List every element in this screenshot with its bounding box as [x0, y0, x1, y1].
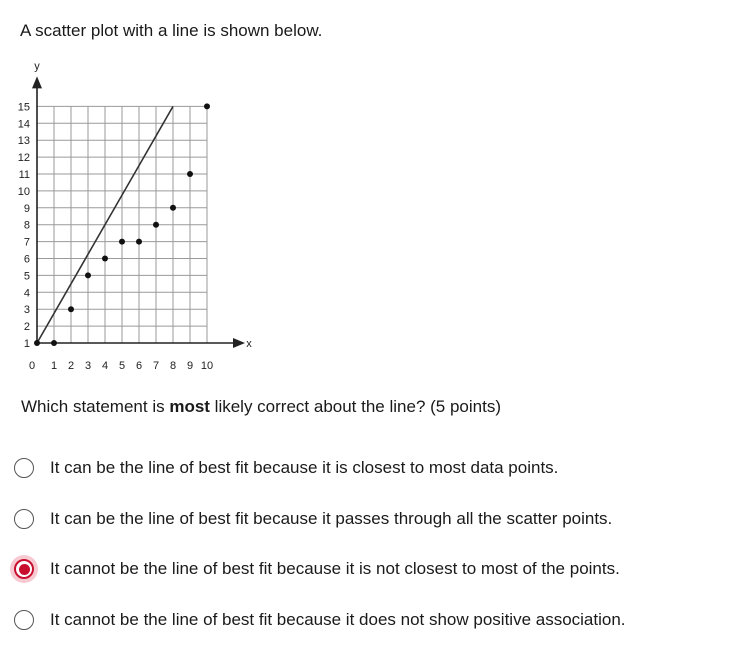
radio-button[interactable] — [14, 610, 34, 630]
option-2[interactable] — [14, 504, 734, 534]
y-tick-label: 11 — [18, 169, 30, 181]
y-tick-label: 15 — [17, 101, 30, 114]
question-text — [21, 397, 501, 417]
y-tick-label: 12 — [17, 152, 30, 165]
x-tick-label: 2 — [67, 360, 75, 372]
x-tick-label: 10 — [200, 360, 214, 372]
x-axis-label: x — [246, 338, 252, 350]
radio-button[interactable] — [14, 458, 34, 478]
chart-axes — [32, 60, 252, 350]
x-tick-label: 3 — [84, 360, 92, 372]
data-point — [170, 205, 176, 211]
y-tick-label: 9 — [23, 202, 30, 215]
x-tick-label: 5 — [118, 360, 126, 372]
y-tick-label: 3 — [23, 304, 30, 317]
question-suffix: likely correct about the line? (5 points) — [209, 397, 501, 416]
data-point — [204, 103, 210, 109]
option-1[interactable] — [14, 453, 734, 483]
y-tick-label: 13 — [17, 135, 30, 148]
y-tick-label: 4 — [23, 287, 30, 300]
option-label: It cannot be the line of best fit because it is not closest to most of the points. — [50, 559, 620, 578]
data-point — [51, 340, 57, 346]
question-prefix: Which statement is — [21, 397, 170, 416]
x-tick-label: 6 — [135, 360, 143, 372]
radio-button[interactable] — [14, 509, 34, 529]
data-point — [102, 256, 108, 262]
data-point — [153, 222, 159, 228]
scatter-plot — [0, 50, 270, 385]
option-label: It can be the line of best fit because it is closest to most data points. — [50, 458, 559, 477]
y-tick-label: 8 — [23, 219, 30, 232]
y-tick-label: 10 — [17, 185, 30, 198]
y-axis-label: y — [34, 60, 40, 73]
data-point — [187, 171, 193, 177]
y-tick-label: 6 — [23, 253, 30, 266]
x-axis-arrow — [233, 338, 245, 348]
y-tick-label: 5 — [23, 270, 30, 283]
y-tick-label: 14 — [17, 118, 30, 131]
option-4[interactable] — [14, 605, 734, 635]
intro-text: A scatter plot with a line is shown below. — [20, 21, 323, 40]
chart-ticks — [18, 101, 213, 372]
y-tick-label: 7 — [23, 236, 30, 249]
y-tick-label: 2 — [23, 321, 30, 334]
data-point — [136, 239, 142, 245]
x-tick-label: 0 — [28, 360, 36, 372]
data-point — [119, 239, 125, 245]
data-point — [68, 306, 74, 312]
x-tick-label: 8 — [169, 360, 177, 372]
option-label: It cannot be the line of best fit because it does not show positive association. — [50, 610, 626, 629]
data-point — [85, 272, 91, 278]
radio-dot — [19, 564, 30, 575]
option-3[interactable] — [14, 554, 734, 584]
y-axis-arrow — [32, 76, 42, 88]
x-tick-label: 7 — [152, 360, 160, 372]
x-tick-label: 4 — [101, 360, 109, 372]
chart-grid — [37, 106, 207, 343]
data-point — [34, 340, 40, 346]
x-tick-label: 9 — [186, 360, 194, 372]
radio-button[interactable] — [14, 559, 34, 579]
y-tick-label: 1 — [23, 338, 30, 350]
question-emphasis: most — [169, 397, 210, 416]
option-label: It can be the line of best fit because it passes through all the scatter points. — [50, 509, 613, 528]
x-tick-label: 1 — [50, 360, 58, 372]
